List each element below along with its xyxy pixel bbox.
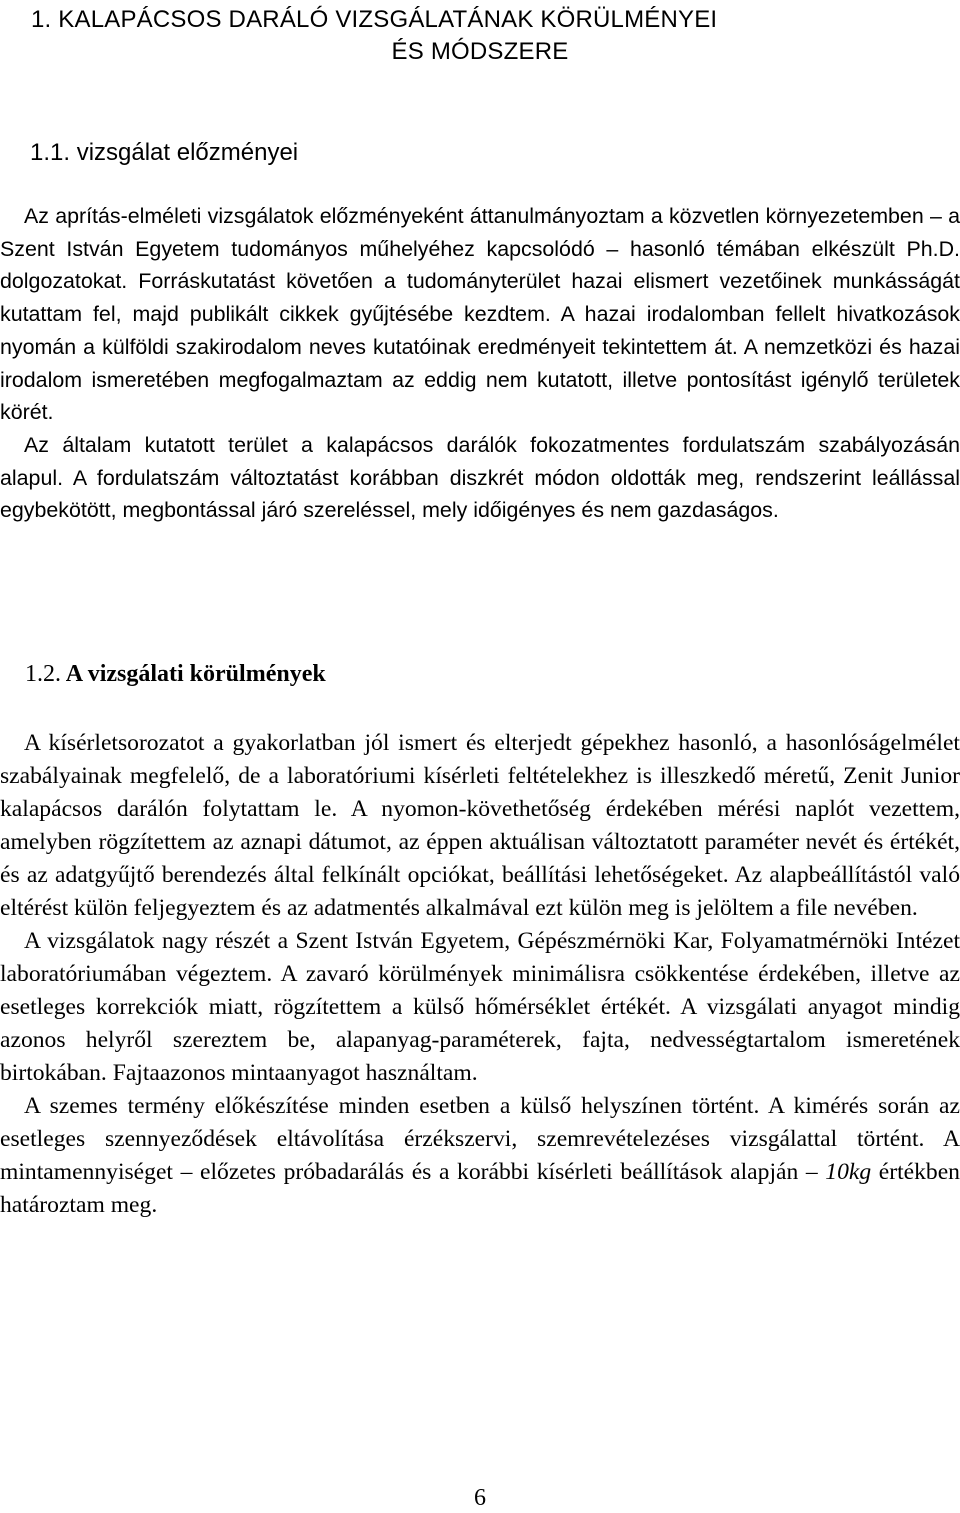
- paragraph: A kísérletsorozatot a gyakorlatban jól ismert és elterjedt gépekhez hasonló, a hasonlóságelmélet szabályainak megfelelő, de a laboratóriumi kísérleti feltételekhez is illeszkedő méretű, Zenit Junior kalapácsos darálón folytattam le. A nyomon-követhetőség érdekében mérési naplót vezettem, amelyben rögzítettem az aznapi dátumot, az éppen aktuálisan változtatott paraméter nevét és értékét, és az adatgyűjtő berendezés által felkínált opciókat, beállítási lehetőségeket. Az alapbeállítástól való eltérést külön feljegyeztem és az adatmentés alkalmával ezt külön meg is jelöltem a file nevében.: [0, 730, 960, 921]
- section-1-1-body: [0, 200, 960, 527]
- section-1-1-heading: 1.1. vizsgálat előzményei: [30, 139, 299, 166]
- page-number: 6: [474, 1485, 486, 1511]
- paragraph-text-end: értékben határoztam meg.: [0, 1159, 960, 1218]
- paragraph-text: A szemes termény előkészítése minden esetben a külső helyszínen történt. A kimérés során az esetleges szennyeződések eltávolítása érzékszervi, szemrevételezéses vizsgálattal történt. A mintamennyiséget – előzetes próbadarálás és a korábbi kísérleti beállítások alapján –: [0, 1093, 960, 1185]
- sample-mass-value: 10kg: [825, 1159, 872, 1185]
- chapter-title: [0, 4, 960, 68]
- section-number: 1.2.: [25, 661, 61, 687]
- chapter-title-line2: ÉS MÓDSZERE: [391, 38, 569, 65]
- paragraph: Az általam kutatott terület a kalapácsos darálók fokozatmentes fordulatszám szabályozásán alapul. A fordulatszám változtatást korábban diszkrét módon oldották meg, rendszerint leállással egybekötött, megbontással járó szereléssel, mely időigényes és nem gazdaságos.: [0, 432, 960, 523]
- section-1-2-body: [0, 727, 960, 1222]
- paragraph: [0, 1090, 960, 1222]
- chapter-title-line1: 1. KALAPÁCSOS DARÁLÓ VIZSGÁLATÁNAK KÖRÜLMÉNYEI: [31, 6, 718, 33]
- section-title: A vizsgálati körülmények: [65, 661, 326, 687]
- section-1-2-heading: [25, 658, 326, 690]
- paragraph: Az aprítás-elméleti vizsgálatok előzményeként áttanulmányoztam a közvetlen környezetemben – a Szent István Egyetem tudományos műhelyéhez kapcsolódó – hasonló témában elkészült Ph.D. dolgozatokat. Forráskutatást követően a tudományterület hazai elismert vezetőinek munkásságát kutattam fel, majd publikált cikkek gyűjtésébe kezdtem. A hazai irodalomban fellelt hivatkozások nyomán a külföldi szakirodalom neves kutatóinak eredményeit tekintettem át. A nemzetközi és hazai irodalom ismeretében megfogalmaztam az eddig nem kutatott, illetve pontosítást igénylő területek körét.: [0, 204, 960, 425]
- paragraph: A vizsgálatok nagy részét a Szent István Egyetem, Gépészmérnöki Kar, Folyamatmérnöki Intézet laboratóriumában végeztem. A zavaró körülmények minimálisra csökkentése érdekében, illetve az esetleges korrekciók miatt, rögzítettem a külső hőmérséklet értékét. A vizsgálati anyagot mindig azonos helyről szereztem be, alapanyag-paraméterek, fajta, nedvességtartalom ismeretének birtokában. Fajtaazonos mintaanyagot használtam.: [0, 928, 960, 1086]
